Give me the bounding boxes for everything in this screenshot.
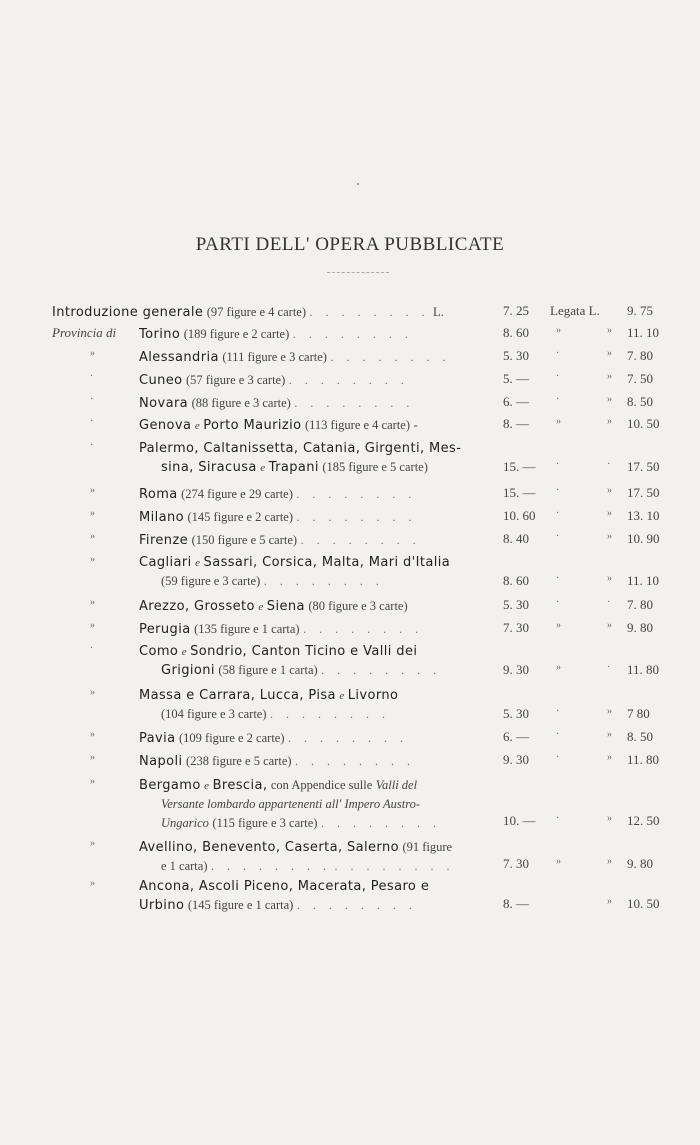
bound-price: 10. 50 <box>627 896 660 911</box>
price: 10. — <box>503 813 536 828</box>
entry-desc: (150 figure e 5 carte) <box>191 533 298 547</box>
entry-title: Roma <box>139 487 178 502</box>
entry-desc: (109 figure e 2 carte) <box>179 731 285 745</box>
price: 8. 60 <box>503 325 529 340</box>
entry-desc: (111 figure e 3 carte) <box>222 350 327 364</box>
legata-label: Legata L. <box>550 303 600 318</box>
entry-desc: (59 figure e 3 carte) <box>161 574 261 588</box>
entry-desc: (88 figure e 3 carte) <box>191 396 291 410</box>
price: 8. 60 <box>503 573 529 588</box>
entry-title: Alessandria <box>139 350 219 365</box>
entry-desc: (58 figure e 1 carta) <box>218 663 318 677</box>
entry-title: Pavia <box>139 731 176 746</box>
price: 5. — <box>503 371 529 386</box>
bound-price: 8. 50 <box>627 394 653 409</box>
bound-price: 7. 80 <box>627 597 653 612</box>
bound-price: 10. 90 <box>627 531 660 546</box>
entry-desc: (145 figure e 2 carte) <box>187 510 293 524</box>
bound-price: 13. 10 <box>627 508 660 523</box>
entry-title: Novara <box>139 396 189 411</box>
price: 15. — <box>503 485 536 500</box>
bound-price: 7. 50 <box>627 371 653 386</box>
entry-title: Cuneo <box>139 373 183 388</box>
price: 8. 40 <box>503 531 529 546</box>
price: 10. 60 <box>503 508 536 523</box>
price: 6. — <box>503 394 529 409</box>
entry-title: Arezzo, Grosseto <box>139 599 255 614</box>
entry-title: Firenze <box>139 533 189 548</box>
bound-price: 9. 75 <box>627 303 653 318</box>
publication-list: Introduzione generale (97 figure e 4 carte) . . . . . . . . L. 7. 25 Legata L. 9. 75 Provincia di Torino (189 figure e 2 carte) . . . . . . . . 8. 60 » » 11. 10 » Alessandria (111 figure e 3 carte) . . . . . . . . 5. 30 · » 7. 80 · Cuneo (57 figure e 3 carte) . . . . . . . . 5. — · » 7. 50 · Novara (88 figure e 3 carte) . . . . . . . . 6. — · » 8. 50 · Genova e Porto Maurizio (113 figure e 4 carte) - 8. — » » 10. 50 · Palermo, Caltanissetta, Catania, Girgenti, Mes- sina, Siracusa e Trapani (185 figure e 5 carte) 15. — · · 17. 50 » Roma (274 figure e 29 carte) . . . . . . . . 15. — · » 17. 50 » Milano (145 figure e 2 carte) . . . . . . . . 10. 60 · » 13. 10 » Firenze (150 figure e 5 carte) . . . . . . . . 8. 40 · » 10. 90 » Cagliari e Sassari, Corsica, Malta, Mari d'Italia (59 figure e 3 carte) . . . . . . . . 8. 60 · » 11. 10 » Arezzo, Grosseto e Siena (80 figure e 3 carte) 5. 30 · · 7. 80 » Perugia (135 figure e 1 carta) . . . . . . . . 7. 30 » » 9. 80 · Como e Sondrio, Canton Ticino e Valli dei Grigioni (58 figure e 1 carta) . . . . . . . . 9. 30 » · 11. 80 » Massa e Carrara, Lucca, Pisa e Livorno (104 figure e 3 carte) . . . . . . . . 5. 30 · » 7 80 » Pavia (109 figure e 2 carte) . . . . . . . . 6. — · » 8. 50 » Napoli (238 figure e 5 carte) . . . . . . . . 9. 30 · » 11. 80 » Bergamo e Brescia, con Appendice sulle Valli del Versante lombardo appartenenti all' Impero Austro- Ungarico (115 figure e 3 carte) . . . . . . . . 10. — · » 12. 50 » Avellino, Benevento, Caserta, Salerno (91 figure e 1 carta) . . . . . . . . . . . . . . . . 7. 30 » » 9. 80 » Ancona, Ascoli Piceno, Macerata, Pesaro e Urbino (145 figure e 1 carta) . . . . . . . . 8. — » 10. 50 <box>0 303 700 325</box>
price: 15. — <box>503 459 536 474</box>
entry-title: Bergamo <box>139 778 201 793</box>
entry-desc: (104 figure e 3 carte) <box>161 707 267 721</box>
entry-title: Cagliari <box>139 555 192 570</box>
entry-desc: (274 figure e 29 carte) <box>181 487 293 501</box>
entry-title: Introduzione generale <box>52 305 204 320</box>
entry-desc: (115 figure e 3 carte) <box>212 816 318 830</box>
entry-desc: (185 figure e 5 carte) <box>322 460 428 474</box>
entry-title: Ancona, Ascoli Piceno, Macerata, Pesaro e <box>139 879 430 894</box>
entry-desc: (238 figure e 5 carte) <box>186 754 292 768</box>
entry-title: Avellino, Benevento, Caserta, Salerno <box>139 840 399 855</box>
entry-desc: (80 figure e 3 carte) <box>308 599 408 613</box>
entry-desc: (135 figure e 1 carta) <box>194 622 300 636</box>
province-label: Provincia di <box>52 325 117 340</box>
entry-desc: (97 figure e 4 carte) <box>206 305 306 319</box>
entry-title: Perugia <box>139 622 191 637</box>
bound-price: 8. 50 <box>627 729 653 744</box>
entry-title: Genova <box>139 418 192 433</box>
list-item <box>0 303 700 325</box>
bound-price: 11. 80 <box>627 752 660 767</box>
entry-desc: (145 figure e 1 carta) <box>187 898 294 912</box>
bound-price: 7. 80 <box>627 348 653 363</box>
entry-title: Torino <box>139 327 181 342</box>
price: 5. 30 <box>503 706 529 721</box>
bound-price: 12. 50 <box>627 813 660 828</box>
ditto-mark: » <box>556 325 561 336</box>
price: 7. 30 <box>503 856 529 871</box>
dot-leader: . . . . . . . . <box>309 305 430 319</box>
price: 7. 30 <box>503 620 529 635</box>
entry-desc: (57 figure e 3 carte) <box>186 373 286 387</box>
price: 8. — <box>503 416 529 431</box>
entry-title: Como <box>139 644 179 659</box>
bound-price: 11. 80 <box>627 662 660 677</box>
bound-price: 9. 80 <box>627 620 653 635</box>
price: 5. 30 <box>503 597 529 612</box>
price: 5. 30 <box>503 348 529 363</box>
bound-price: 9. 80 <box>627 856 653 871</box>
price: 9. 30 <box>503 752 529 767</box>
entry-title: Napoli <box>139 754 183 769</box>
bound-price: 17. 50 <box>627 459 660 474</box>
entry-title: Massa e Carrara, Lucca, Pisa <box>139 688 336 703</box>
price: 6. — <box>503 729 529 744</box>
price: 8. — <box>503 896 529 911</box>
entry-desc: (113 figure e 4 carte) <box>304 418 410 432</box>
entry-desc: e 1 carta) <box>161 859 208 873</box>
bound-price: 7 80 <box>627 706 650 721</box>
bound-price: 10. 50 <box>627 416 660 431</box>
currency-label: L. <box>433 305 444 319</box>
price: 9. 30 <box>503 662 529 677</box>
page-title: PARTI DELL' OPERA PUBBLICATE <box>195 234 505 255</box>
bound-price: 17. 50 <box>627 485 660 500</box>
ditto-mark: » <box>90 348 95 359</box>
entry-title: Palermo, Caltanissetta, Catania, Girgenti, Mes- <box>139 441 462 456</box>
title-rule <box>327 272 389 273</box>
entry-desc: (189 figure e 2 carte) <box>183 327 290 341</box>
entry-title: Milano <box>139 510 184 525</box>
price: 7. 25 <box>503 303 529 318</box>
bound-price: 11. 10 <box>627 325 660 340</box>
ditto-mark: » <box>607 325 612 336</box>
decorative-dot <box>357 183 359 185</box>
bound-price: 11. 10 <box>627 573 660 588</box>
